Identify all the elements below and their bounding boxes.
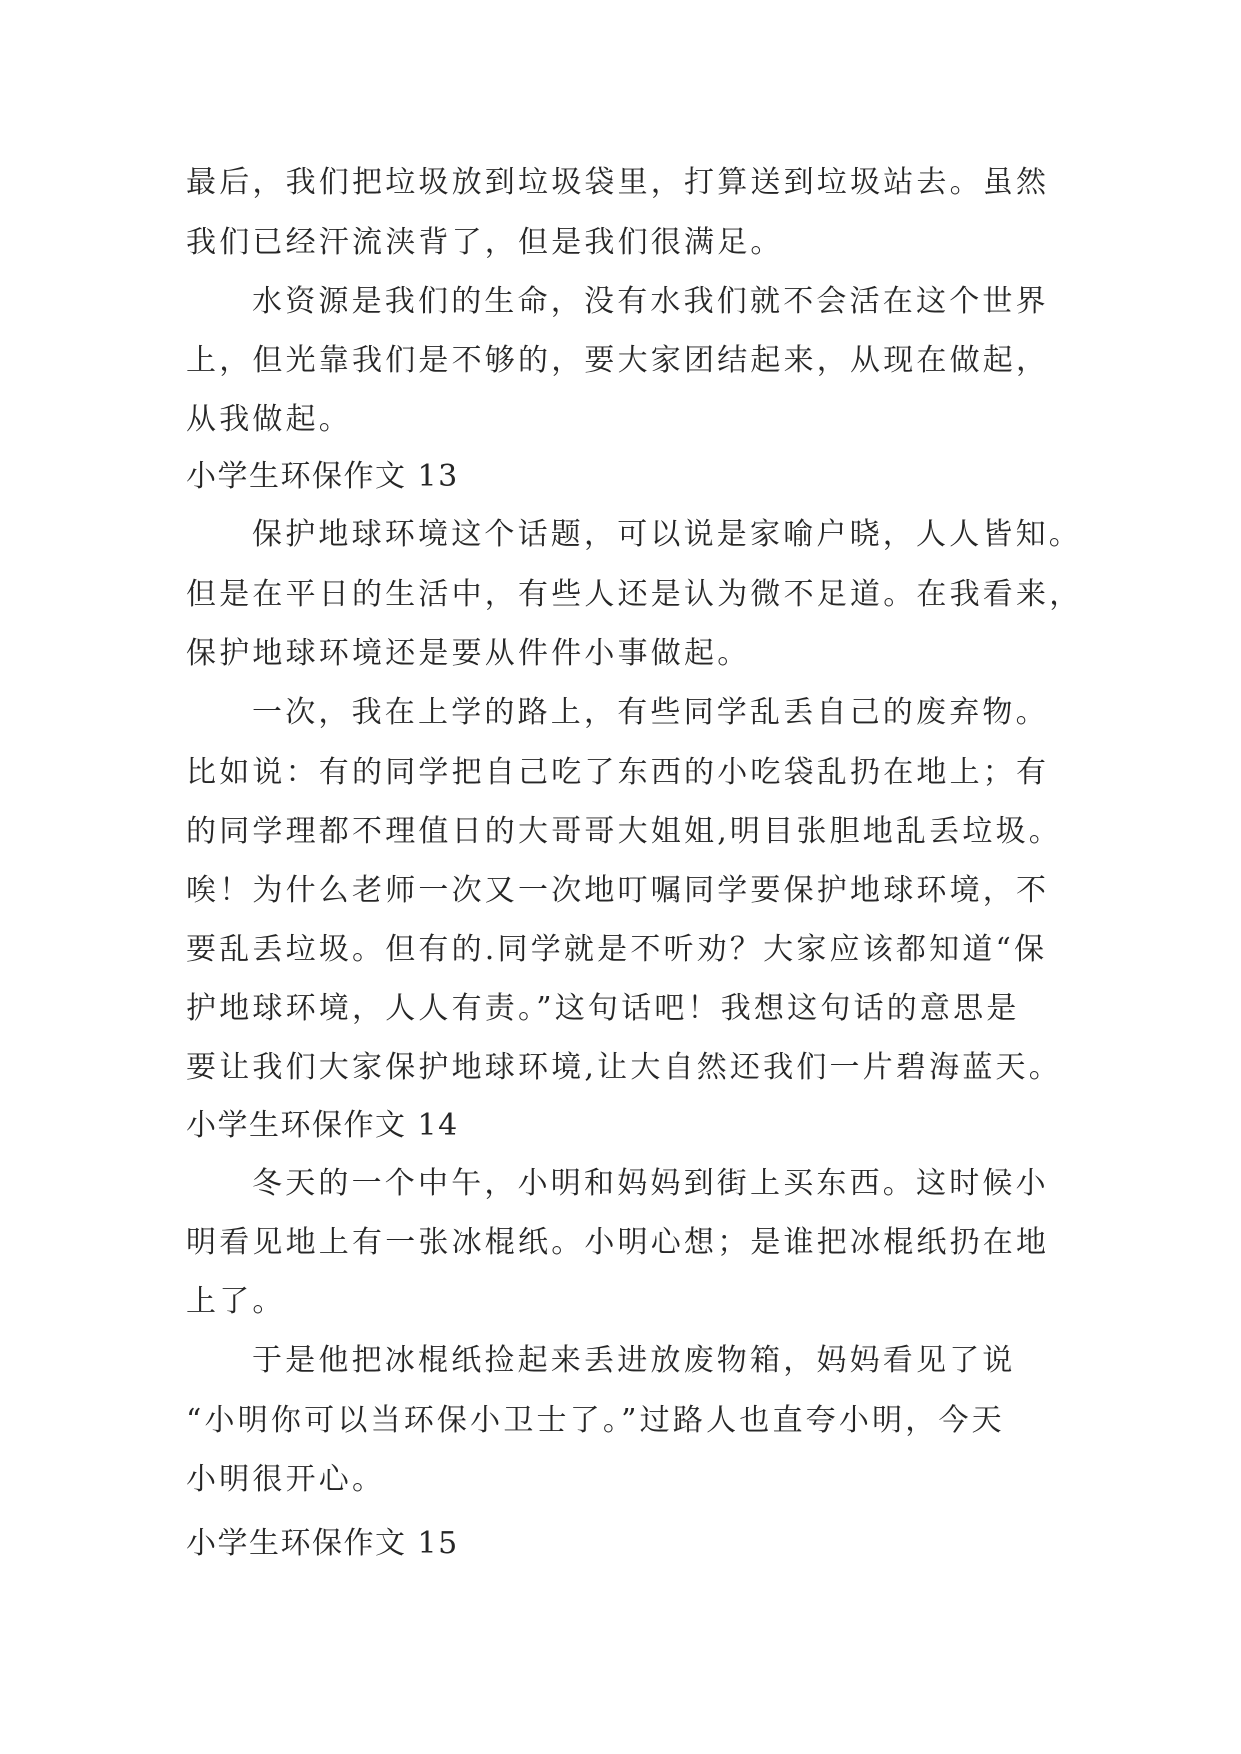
paragraph-line: 护地球环境，人人有责。”这句话吧！我想这句话的意思是 — [186, 991, 1020, 1026]
paragraph-line: “小明你可以当环保小卫士了。”过路人也直夸小明，今天 — [186, 1403, 1005, 1438]
paragraph-line: 冬天的一个中午，小明和妈妈到街上买东西。这时候小 — [252, 1166, 1049, 1201]
paragraph-line: 唉！为什么老师一次又一次地叮嘱同学要保护地球环境，不 — [186, 873, 1050, 908]
paragraph-line: 要乱丢垃圾。但有的.同学就是不听劝？大家应该都知道“保 — [186, 932, 1048, 967]
paragraph-line: 我们已经汗流浃背了，但是我们很满足。 — [186, 225, 784, 260]
paragraph-line: 要让我们大家保护地球环境,让大自然还我们一片碧海蓝天。 — [186, 1050, 1062, 1085]
section-heading: 小学生环保作文 13 — [186, 459, 459, 494]
section-heading: 小学生环保作文 15 — [186, 1526, 459, 1561]
paragraph-line: 最后，我们把垃圾放到垃圾袋里，打算送到垃圾站去。虽然 — [186, 165, 1050, 200]
paragraph-line: 比如说：有的同学把自己吃了东西的小吃袋乱扔在地上；有 — [186, 755, 1050, 790]
paragraph-line: 但是在平日的生活中，有些人还是认为微不足道。在我看来， — [186, 577, 1083, 612]
paragraph-line: 一次，我在上学的路上，有些同学乱丢自己的废弃物。 — [252, 695, 1049, 730]
paragraph-line: 于是他把冰棍纸捡起来丢进放废物箱，妈妈看见了说 — [252, 1343, 1016, 1378]
section-heading: 小学生环保作文 14 — [186, 1108, 459, 1143]
paragraph-line: 小明很开心。 — [186, 1462, 386, 1497]
paragraph-line: 水资源是我们的生命，没有水我们就不会活在这个世界 — [252, 284, 1049, 319]
paragraph-line: 的同学理都不理值日的大哥哥大姐姐,明目张胆地乱丢垃圾。 — [186, 814, 1062, 849]
paragraph-line: 上，但光靠我们是不够的，要大家团结起来，从现在做起， — [186, 343, 1050, 378]
paragraph-line: 上了。 — [186, 1284, 286, 1319]
paragraph-line: 保护地球环境还是要从件件小事做起。 — [186, 636, 751, 671]
paragraph-line: 从我做起。 — [186, 402, 352, 437]
paragraph-line: 保护地球环境这个话题，可以说是家喻户晓，人人皆知。 — [252, 517, 1082, 552]
paragraph-line: 明看见地上有一张冰棍纸。小明心想；是谁把冰棍纸扔在地 — [186, 1225, 1050, 1260]
